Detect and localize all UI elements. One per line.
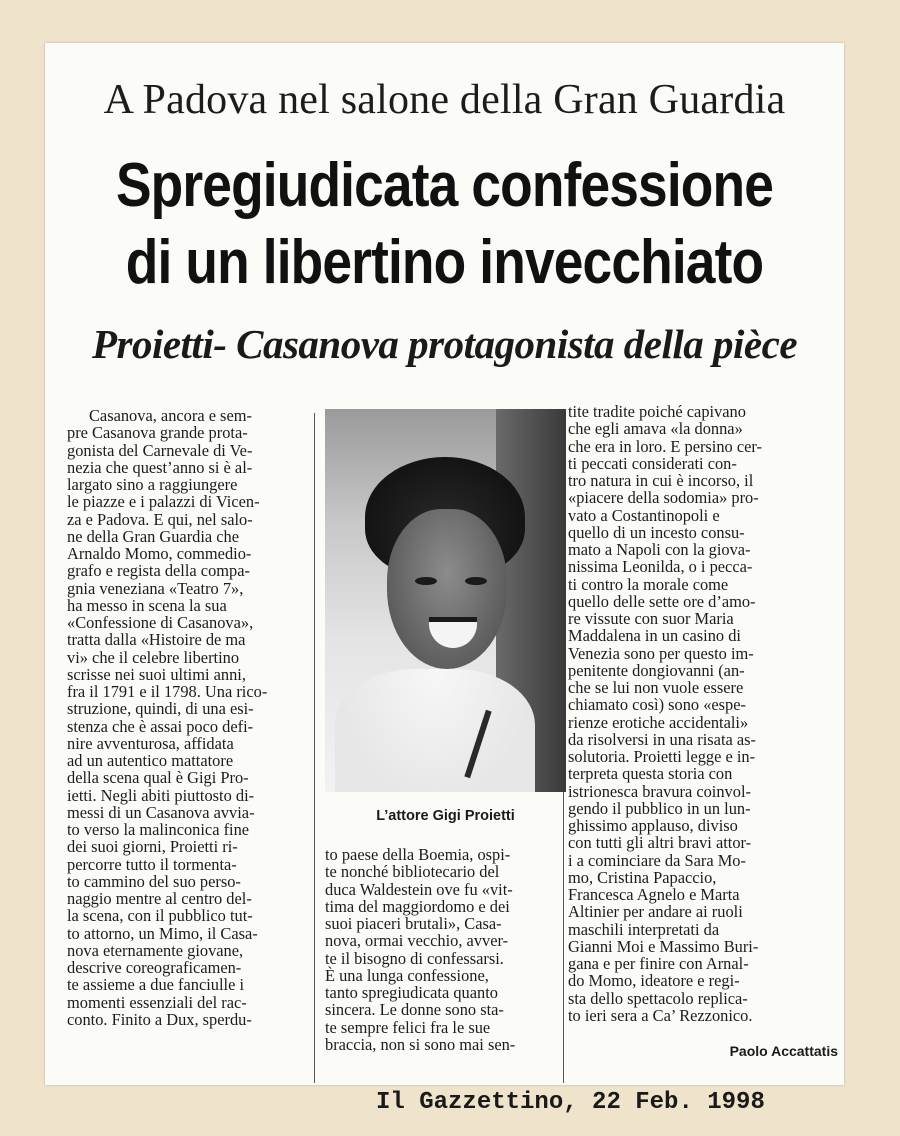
text-line: to verso la malinconica fine <box>67 820 250 839</box>
text-line: Altinier per andare ai ruoli <box>568 902 743 922</box>
text-line: naggio mentre al centro del- <box>67 889 252 908</box>
text-line: gonista del Carnevale di Ve- <box>67 440 253 460</box>
text-line: do Momo, ideatore e regi- <box>568 971 740 991</box>
text-line: mato a Napoli con la giova- <box>568 540 751 559</box>
text-line: solutoria. Proietti legge e in- <box>568 747 756 766</box>
text-line: Francesca Agnelo e Marta <box>568 885 740 904</box>
text-line: nova eternamente giovane, <box>67 940 244 960</box>
photo-eye-right <box>465 577 487 585</box>
text-line: ne della Gran Guardia che <box>67 526 240 546</box>
text-line: nire avventurosa, affidata <box>67 733 234 753</box>
text-line: che egli amava «la donna» <box>568 419 743 439</box>
text-line: gendo il pubblico in un lun- <box>568 798 751 818</box>
text-line: messi di un Casanova avvia- <box>67 802 255 822</box>
headline-line-2: di un libertino invecchiato <box>125 228 764 297</box>
text-line: sta dello spettacolo replica- <box>568 988 748 1008</box>
text-line: te sempre felici fra le sue <box>325 1017 491 1037</box>
column-rule-left <box>314 413 315 1083</box>
text-line: stenza che è assai poco defi- <box>67 716 254 736</box>
text-line: ghissimo applauso, diviso <box>568 816 738 835</box>
article-kicker: A Padova nel salone della Gran Guardia <box>103 77 786 123</box>
text-line: i a cominciare da Sara Mo- <box>568 850 746 870</box>
text-line: scrisse nei suoi ultimi anni, <box>67 664 246 684</box>
text-line: la scena, con il pubblico tut- <box>67 906 253 926</box>
text-line: vi» che il celebre libertino <box>67 647 240 667</box>
text-line: È una lunga confessione, <box>325 965 489 985</box>
text-line: della scena qual è Gigi Pro- <box>67 768 249 788</box>
text-line: nova, ormai vecchio, avver- <box>325 931 509 951</box>
text-line: largato sino a raggiungere <box>67 475 238 494</box>
text-line: momenti essenziali del rac- <box>67 992 247 1012</box>
text-line: to paese della Boemia, ospi- <box>325 845 511 864</box>
text-line: struzione, quindi, di una esi- <box>67 699 254 719</box>
text-line: te il bisogno di confessarsi. <box>325 948 504 968</box>
text-line: pre Casanova grande prota- <box>67 423 248 443</box>
text-line: te nonché bibliotecario del <box>325 862 500 882</box>
text-line: to attorno, un Mimo, il Casa- <box>67 923 258 943</box>
text-line: tro natura in cui è incorso, il <box>568 471 754 490</box>
text-line: Maddalena in un casino di <box>568 626 741 646</box>
photo-shirt <box>335 669 535 792</box>
text-line: za e Padova. E qui, nel salo- <box>67 509 253 529</box>
text-line: sincera. Le donne sono sta- <box>325 1000 504 1020</box>
text-line: che era in loro. E persino cer- <box>568 436 762 456</box>
text-line: rienze erotiche accidentali» <box>568 712 749 732</box>
text-line: ha messo in scena la sua <box>67 595 227 615</box>
text-line: chiamato così) sono «espe- <box>568 695 746 715</box>
text-line: penitente dongiovanni (an- <box>568 660 745 680</box>
text-line: con tutti gli altri bravi attor- <box>568 833 752 853</box>
text-line: ti contro la morale come <box>568 574 729 594</box>
text-line: ad un autentico mattatore <box>67 751 234 770</box>
article-deck: Proietti- Casanova protagonista della pièce <box>91 321 798 367</box>
text-line: maschili interpretati da <box>568 919 720 939</box>
article-column-3 <box>568 403 838 1024</box>
author-byline: Paolo Accattatis <box>729 1043 838 1059</box>
text-line: tima del maggiordomo e dei <box>325 896 510 916</box>
text-line: Venezia sono per questo im- <box>568 643 754 663</box>
headline-line-1: Spregiudicata confessione <box>115 151 774 220</box>
text-line: Gianni Moi e Massimo Buri- <box>568 936 759 956</box>
text-line: duca Waldestein ove fu «vit- <box>325 879 513 899</box>
text-line: che se lui non vuole essere <box>568 678 744 697</box>
actor-photo <box>325 409 566 792</box>
text-line: dei suoi giorni, Proietti ri- <box>67 837 238 857</box>
source-caption: Il Gazzettino, 22 Feb. 1998 <box>376 1089 765 1116</box>
text-line: conto. Finito a Dux, sperdu- <box>67 1009 252 1029</box>
text-line: le piazze e i palazzi di Vicen- <box>67 492 260 512</box>
text-line: descrive coreograficamen- <box>67 958 242 977</box>
text-line: to ieri sera a Ca’ Rezzonico. <box>568 1005 753 1025</box>
text-line: Casanova, ancora e sem- <box>89 406 252 425</box>
newspaper-clipping <box>45 43 844 1085</box>
text-line: mo, Cristina Papaccio, <box>568 867 717 887</box>
text-line: tite tradite poiché capivano <box>568 402 746 421</box>
article-column-2 <box>325 846 575 1053</box>
text-line: grafo e regista della compa- <box>67 561 250 581</box>
text-line: percorre tutto il tormenta- <box>67 854 237 874</box>
text-line: istrionesca bravura coinvol- <box>568 781 751 801</box>
text-line: terpreta questa storia con <box>568 764 733 784</box>
photo-eye-left <box>415 577 437 585</box>
text-line: ietti. Negli abiti piuttosto di- <box>67 785 255 805</box>
text-line: fra il 1791 e il 1798. Una rico- <box>67 682 268 701</box>
text-line: braccia, non si sono mai sen- <box>325 1034 516 1054</box>
text-line: gnia veneziana «Teatro 7», <box>67 578 244 598</box>
article-column-1 <box>67 407 307 1028</box>
text-line: vato a Costantinopoli e <box>568 505 720 525</box>
text-line: quello di un incesto consu- <box>568 522 745 542</box>
text-line: quello delle sette ore d’amo- <box>568 591 756 611</box>
text-line: gana e per finire con Arnal- <box>568 954 749 973</box>
text-line: da risolversi in una risata as- <box>568 729 756 749</box>
text-line: «piacere della sodomia» pro- <box>568 488 759 508</box>
text-line: tanto spregiudicata quanto <box>325 983 498 1002</box>
text-line: re vissute con suor Maria <box>568 609 734 628</box>
text-line: te assieme a due fanciulle i <box>67 975 245 995</box>
text-line: suoi piaceri brutali», Casa- <box>325 914 502 933</box>
text-line: nezia che quest’anno si è al- <box>67 457 253 477</box>
text-line: Arnaldo Momo, commedio- <box>67 544 252 563</box>
photo-caption: L’attore Gigi Proietti <box>376 808 515 824</box>
text-line: nissima Leonilda, o i pecca- <box>568 557 753 577</box>
text-line: tratta dalla «Histoire de ma <box>67 630 246 650</box>
text-line: to cammino del suo perso- <box>67 871 241 891</box>
text-line: ti peccati considerati con- <box>568 453 737 473</box>
text-line: «Confessione di Casanova», <box>67 613 254 632</box>
